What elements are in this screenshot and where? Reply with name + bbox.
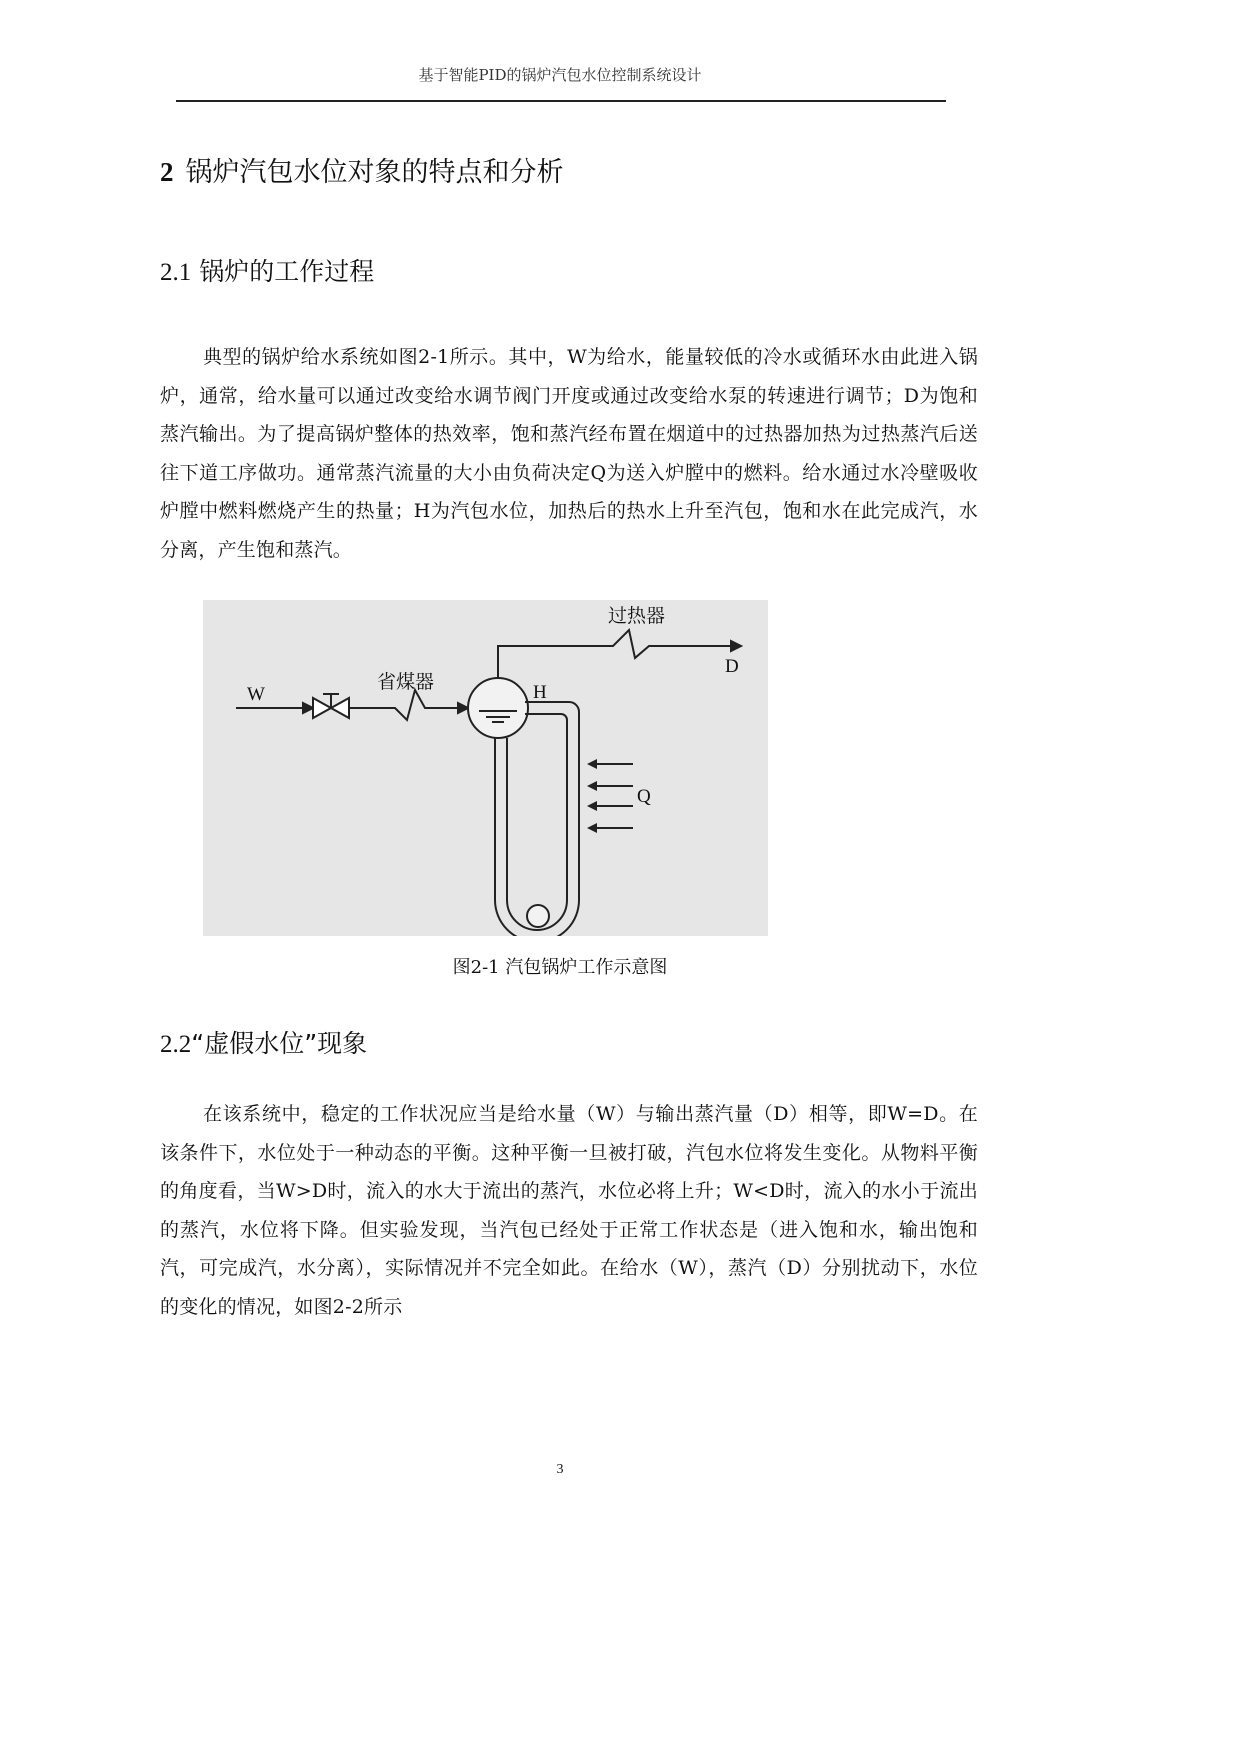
chapter-heading: [160, 150, 564, 189]
section-number: 2.2: [160, 1031, 192, 1058]
figure-caption: 图2-1 汽包锅炉工作示意图: [452, 957, 668, 978]
steam-out-arrow: [731, 641, 741, 651]
section-heading-2-2: [160, 1024, 367, 1060]
section-title: 锅炉的工作过程: [199, 257, 375, 286]
water-wall-inner: [507, 714, 567, 930]
label-h: H: [533, 682, 547, 703]
economizer-arrow: [458, 703, 468, 713]
label-w: W: [247, 684, 265, 705]
boiler-diagram-svg: [203, 600, 768, 936]
label-economizer: 省煤器: [377, 671, 435, 693]
label-q: Q: [637, 786, 651, 807]
chapter-title: 锅炉汽包水位对象的特点和分析: [185, 157, 564, 188]
paragraph-text: 典型的锅炉给水系统如图2-1所示。其中，W为给水，能量较低的冷水或循环水由此进入锅炉，通常，给水量可以通过改变给水调节阀门开度或通过改变给水泵的转速进行调节；D为饱和蒸汽输出。为了提高锅炉整体的热效率，饱和蒸汽经布置在烟道中的过热器加热为过热蒸汽后送往下道工序做功。通常蒸汽流量的大小由负荷决定Q为送入炉膛中的燃料。给水通过水冷壁吸收炉膛中燃料燃烧产生的热量；H为汽包水位，加热后的热水上升至汽包，饱和水在此完成汽，水分离，产生饱和蒸汽。: [160, 346, 978, 561]
section-title: “虚假水位”现象: [191, 1029, 368, 1058]
drum-icon: [468, 678, 528, 738]
chapter-number: 2: [160, 157, 174, 187]
feedwater-arrow: [303, 703, 313, 713]
paragraph-work-process: [160, 338, 978, 569]
header-rule: [176, 100, 946, 102]
economizer-line: [349, 690, 465, 720]
page-number: 3: [556, 1462, 564, 1477]
paragraph-text: 在该系统中，稳定的工作状况应当是给水量（W）与输出蒸汽量（D）相等，即W=D。在该条件下，水位处于一种动态的平衡。这种平衡一旦被打破，汽包水位将发生变化。从物料平衡的角度看，当W>D时，流入的水大于流出的蒸汽，水位必将上升；W<D时，流入的水小于流出的蒸汽，水位将下降。但实验发现，当汽包已经处于正常工作状态是（进入饱和水，输出饱和汽，可完成汽，水分离），实际情况并不完全如此。在给水（W），蒸汽（D）分别扰动下，水位的变化的情况，如图2-2所示: [160, 1103, 978, 1318]
section-number: 2.1: [160, 259, 192, 286]
lower-header-icon: [527, 905, 549, 927]
running-header: 基于智能PID的锅炉汽包水位控制系统设计: [418, 66, 702, 84]
boiler-diagram: [203, 600, 768, 936]
label-superheater: 过热器: [608, 605, 666, 627]
superheater-line: [498, 630, 738, 678]
paragraph-false-level: [160, 1095, 978, 1326]
section-heading-2-1: [160, 252, 374, 288]
label-d: D: [725, 656, 739, 677]
